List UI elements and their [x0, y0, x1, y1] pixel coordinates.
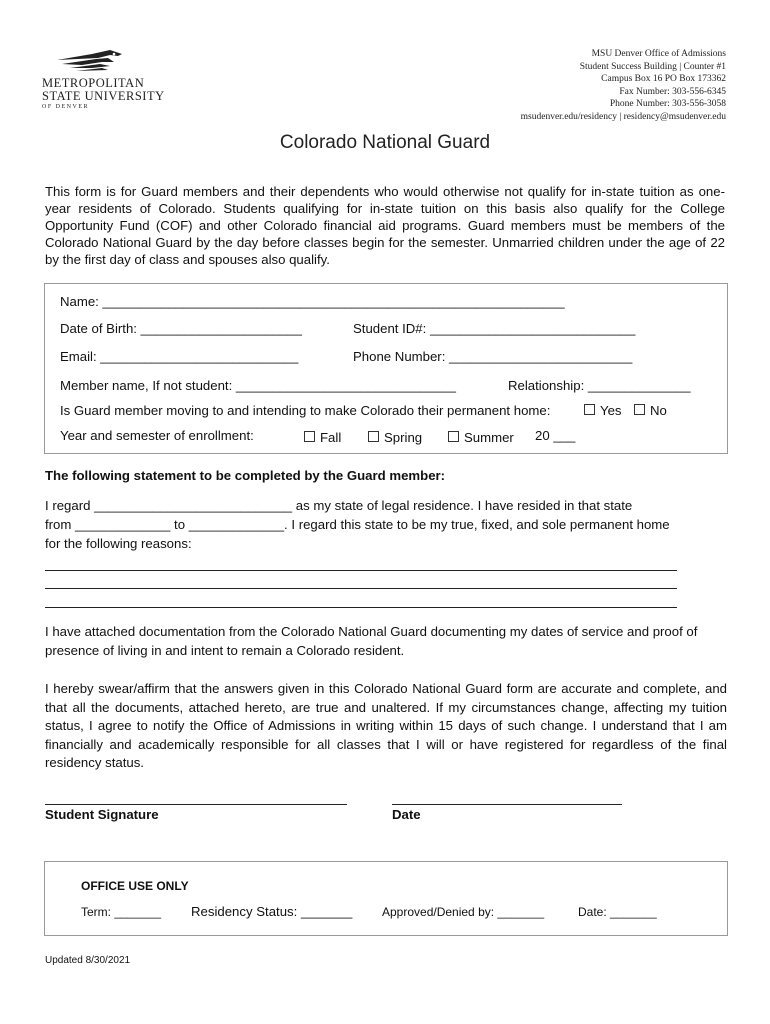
web-email: msudenver.edu/residency | residency@msudenver.edu — [520, 111, 726, 122]
documentation-paragraph: I have attached documentation from the Colorado National Guard documenting my dates of service and proof of presence of living in and intent to remain a Colorado resident. — [45, 624, 698, 658]
statement-line-3: for the following reasons: — [45, 536, 192, 551]
moving-question: Is Guard member moving to and intending to make Colorado their permanent home: — [60, 403, 551, 418]
summer-label: Summer — [464, 430, 514, 445]
relationship-field[interactable]: Relationship: ______________ — [508, 378, 691, 393]
email-field[interactable]: Email: ___________________________ — [60, 349, 299, 364]
roadrunner-icon — [52, 46, 142, 76]
intro-paragraph: This form is for Guard members and their dependents who would otherwise not qualify for in-state tuition as one-year residents of Colorado. Students qualifying for in-state tuition on this basis also qualify for the College Opportunity Fund (COF) and other Colorado financial aid programs. Guard members must be members of the Colorado National Guard by the day before classes begin for the semester. Unmarried children under the age of 22 by the first day of class and spouses also qualify. — [45, 184, 725, 267]
yes-option[interactable] — [584, 403, 622, 418]
enrollment-label: Year and semester of enrollment: — [60, 428, 254, 443]
summer-option[interactable] — [448, 430, 514, 445]
member-name-field[interactable]: Member name, If not student: ______________________________ — [60, 378, 456, 393]
statement-heading: The following statement to be completed by the Guard member: — [45, 468, 446, 483]
fall-checkbox[interactable] — [304, 431, 315, 442]
dob-field[interactable]: Date of Birth: ______________________ — [60, 321, 302, 336]
office-building: Student Success Building | Counter #1 — [579, 61, 726, 72]
affirmation-paragraph: I hereby swear/affirm that the answers given in this Colorado National Guard form are accurate and complete, and that all the documents, attached hereto, are true and unaltered. If my circumstances change, affecting my tuition status, I agree to notify the Office of Admissions in writing within 15 days of such change. I understand that I am financially and academically responsible for all classes that I will or have registered for regardless of the final residency status. — [45, 681, 727, 770]
name-field[interactable]: Name: _______________________________________________________________ — [60, 294, 565, 309]
phone-field[interactable]: Phone Number: _________________________ — [353, 349, 633, 364]
page-title: Colorado National Guard — [279, 132, 491, 153]
year-field[interactable]: 20 ___ — [535, 428, 576, 443]
university-logo — [42, 46, 172, 116]
date-signature-line[interactable] — [392, 804, 622, 805]
office-date[interactable]: Date: _______ — [578, 905, 657, 919]
updated-date: Updated 8/30/2021 — [45, 955, 131, 966]
reason-line-3[interactable] — [45, 607, 677, 608]
student-signature-label: Student Signature — [45, 807, 159, 822]
student-id-field[interactable]: Student ID#: ____________________________ — [353, 321, 636, 336]
reason-line-2[interactable] — [45, 588, 677, 589]
phone-number: Phone Number: 303-556-3058 — [609, 99, 726, 109]
fax-number: Fax Number: 303-556-6345 — [619, 86, 726, 97]
office-term[interactable]: Term: _______ — [81, 905, 162, 919]
fall-label: Fall — [320, 430, 342, 445]
statement-line-1[interactable]: I regard ___________________________ as my state of legal residence. I have resided in that state — [45, 498, 633, 513]
office-use-heading: OFFICE USE ONLY — [81, 879, 189, 893]
office-box: Campus Box 16 PO Box 173362 — [601, 74, 726, 84]
student-signature-line[interactable] — [45, 804, 347, 805]
date-signature-label: Date — [392, 807, 421, 822]
statement-line-2[interactable]: from _____________ to _____________. I regard this state to be my true, fixed, and sole permanent home — [45, 517, 670, 532]
logo-line-3: OF DENVER — [42, 104, 90, 110]
office-residency-status[interactable]: Residency Status: _______ — [191, 904, 353, 919]
logo-line-1: METROPOLITAN — [42, 76, 145, 90]
office-name: MSU Denver Office of Admissions — [591, 49, 726, 59]
summer-checkbox[interactable] — [448, 431, 459, 442]
no-label: No — [650, 403, 667, 418]
yes-checkbox[interactable] — [584, 404, 595, 415]
office-use-box — [44, 861, 728, 936]
yes-label: Yes — [600, 403, 622, 418]
no-checkbox[interactable] — [634, 404, 645, 415]
spring-checkbox[interactable] — [368, 431, 379, 442]
office-approved-by[interactable]: Approved/Denied by: _______ — [382, 905, 545, 919]
fall-option[interactable] — [304, 430, 341, 445]
logo-line-2: STATE UNIVERSITY — [42, 89, 165, 103]
no-option[interactable] — [634, 403, 667, 418]
reason-line-1[interactable] — [45, 570, 677, 571]
contact-block — [426, 48, 726, 123]
spring-label: Spring — [384, 430, 423, 445]
spring-option[interactable] — [368, 430, 422, 445]
